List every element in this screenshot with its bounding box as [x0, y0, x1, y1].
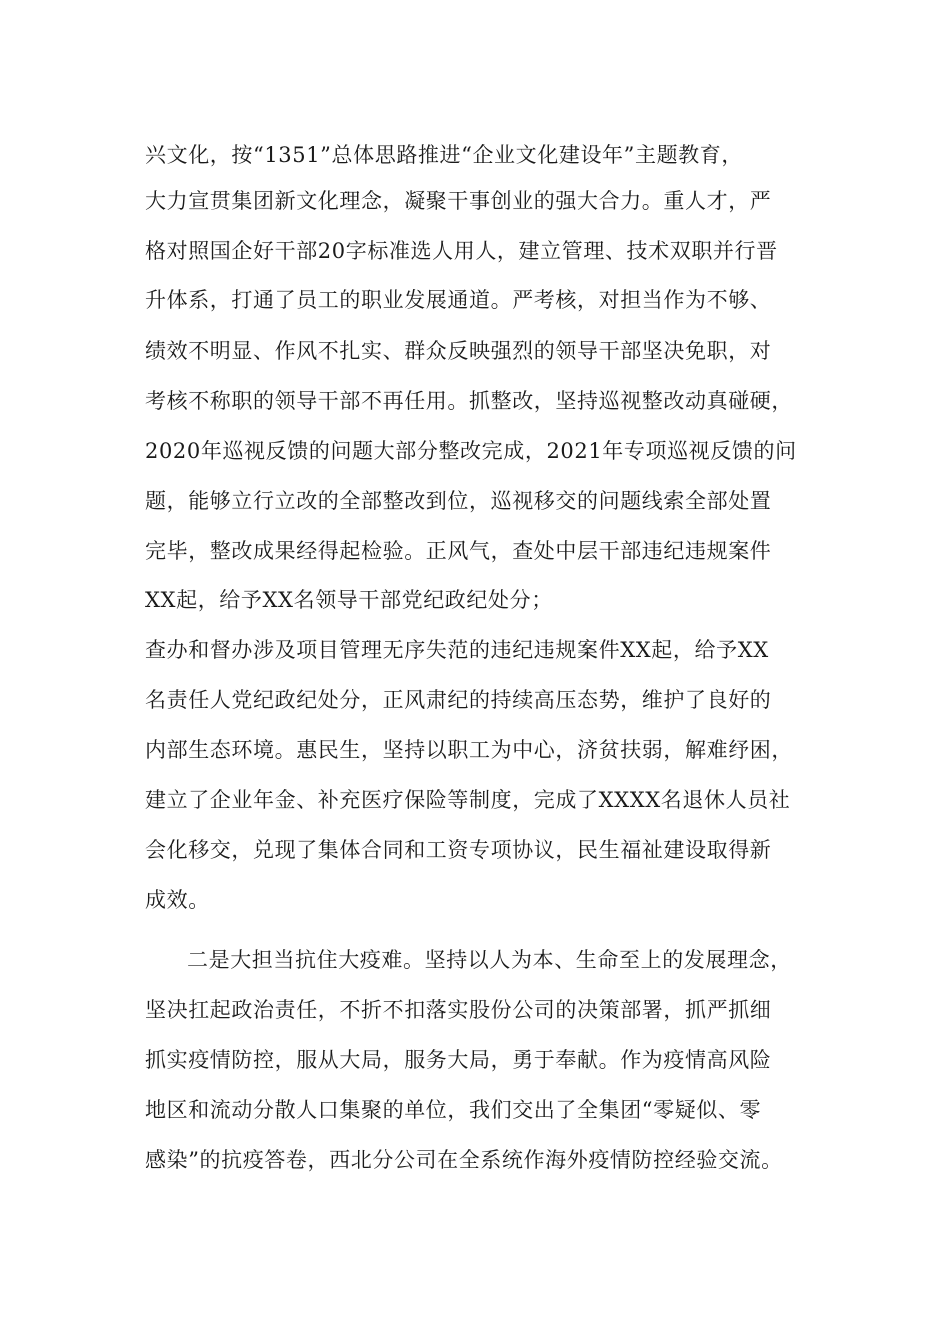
text-line: 完毕，整改成果经得起检验。正风气，查处中层干部违纪违规案件: [145, 539, 772, 563]
text-line: 考核不称职的领导干部不再任用。抓整改，坚持巡视整改动真碰硬，: [145, 389, 793, 413]
text-line: 成效。: [145, 888, 210, 912]
text-line: 2020年巡视反馈的问题大部分整改完成，2021年专项巡视反馈的问: [145, 439, 797, 463]
text-line: 格对照国企好干部20字标准选人用人，建立管理、技术双职并行晋: [145, 239, 778, 263]
text-line: 查办和督办涉及项目管理无序失范的违纪违规案件XX起，给予XX: [145, 638, 769, 662]
text-line: 会化移交，兑现了集体合同和工资专项协议，民生福祉建设取得新: [145, 838, 772, 862]
text-line: 名责任人党纪政纪处分，正风肃纪的持续高压态势，维护了良好的: [145, 688, 772, 712]
text-line: 抓实疫情防控，服从大局，服务大局，勇于奉献。作为疫情高风险: [145, 1048, 772, 1072]
text-line: 感染”的抗疫答卷，西北分公司在全系统作海外疫情防控经验交流。: [145, 1148, 783, 1172]
text-line: 兴文化，按“1351”总体思路推进“企业文化建设年”主题教育，: [145, 143, 743, 167]
text-line: 内部生态环境。惠民生，坚持以职工为中心，济贫扶弱，解难纾困，: [145, 738, 793, 762]
paragraph-first-line: 二是大担当抗住大疫难。坚持以人为本、生命至上的发展理念，: [187, 948, 792, 972]
text-line: XX起，给予XX名领导干部党纪政纪处分；: [145, 588, 553, 612]
text-line: 题，能够立行立改的全部整改到位，巡视移交的问题线索全部处置: [145, 489, 772, 513]
text-line: 升体系，打通了员工的职业发展通道。严考核，对担当作为不够、: [145, 288, 772, 312]
text-line: 建立了企业年金、补充医疗保险等制度，完成了XXXX名退休人员社: [145, 788, 791, 812]
text-line: 绩效不明显、作风不扎实、群众反映强烈的领导干部坚决免职，对: [145, 339, 772, 363]
text-line: 大力宣贯集团新文化理念，凝聚干事创业的强大合力。重人才，严: [145, 189, 772, 213]
text-line: 坚决扛起政治责任，不折不扣落实股份公司的决策部署，抓严抓细: [145, 998, 772, 1022]
text-line: 地区和流动分散人口集聚的单位，我们交出了全集团“零疑似、零: [145, 1098, 762, 1122]
